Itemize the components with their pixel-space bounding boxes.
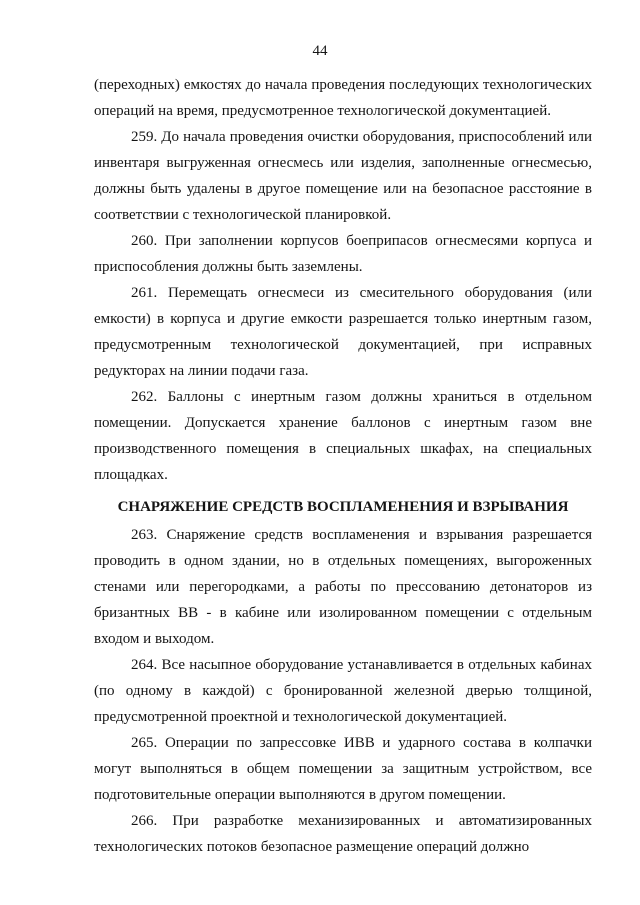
paragraph-260: 260. При заполнении корпусов боеприпасов огнесмесями корпуса и приспособления должны быть заземлены. bbox=[94, 233, 592, 275]
page-number: 44 bbox=[312, 43, 328, 59]
paragraph-265: 265. Операции по запрессовке ИВВ и ударного состава в колпачки могут выполняться в общем помещении за защитным устройством, все подготовительные операции выполняются в другом помещении. bbox=[94, 735, 592, 803]
paragraph-262: 262. Баллоны с инертным газом должны храниться в отдельном помещении. Допускается хранение баллонов с инертным газом вне производственного помещения в специальных шкафах, на специальных площадках. bbox=[94, 389, 592, 483]
paragraph-261: 261. Перемещать огнесмеси из смесительного оборудования (или емкости) в корпуса и другие емкости разрешается только инертным газом, предусмотренным технологической документацией, при исправных редукторах на линии подачи газа. bbox=[94, 285, 592, 379]
document-body bbox=[94, 72, 592, 860]
paragraph-264: 264. Все насыпное оборудование устанавливается в отдельных кабинах (по одному в каждой) с бронированной железной дверью толщиной, предусмотренной проектной и технологической документацией. bbox=[94, 657, 592, 725]
paragraph-266: 266. При разработке механизированных и автоматизированных технологических потоков безопасное размещение операций должно bbox=[94, 813, 592, 855]
paragraph-263: 263. Снаряжение средств воспламенения и взрывания разрешается проводить в одном здании, но в отдельных помещениях, выгороженных стенами или перегородками, а работы по прессованию детонаторов из бризантных ВВ - в кабине или изолированном помещении с отдельным входом и выходом. bbox=[94, 527, 592, 647]
paragraph-continuation: (переходных) емкостях до начала проведения последующих технологических операций на время, предусмотренное технологической документацией. bbox=[94, 77, 592, 119]
section-heading: СНАРЯЖЕНИЕ СРЕДСТВ ВОСПЛАМЕНЕНИЯ И ВЗРЫВАНИЯ bbox=[117, 499, 569, 515]
paragraph-259: 259. До начала проведения очистки оборудования, приспособлений или инвентаря выгруженная огнесмесь или изделия, заполненные огнесмесью, должны быть удалены в другое помещение или на безопасное расстояние в соответствии с технологической планировкой. bbox=[94, 129, 592, 223]
